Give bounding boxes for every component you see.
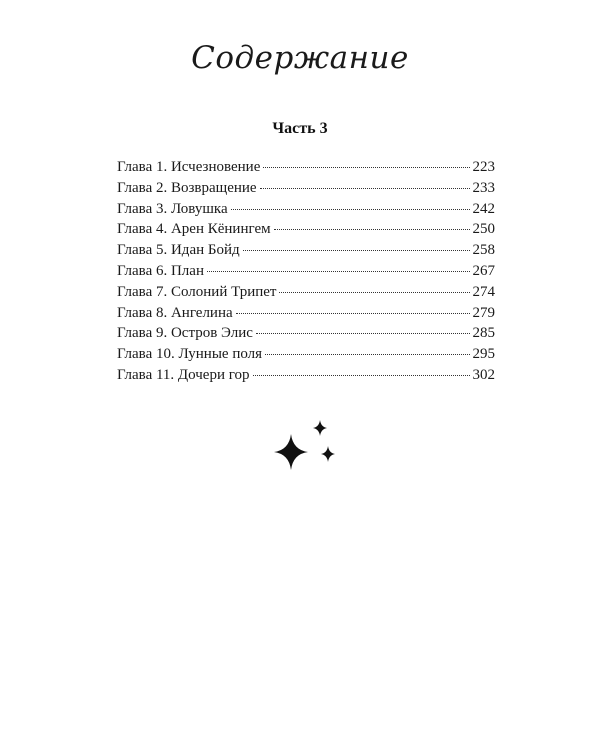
toc-entry[interactable] xyxy=(117,323,495,344)
toc-entry-page: 279 xyxy=(472,304,495,321)
toc-entry-label: Глава 5. Идан Бойд xyxy=(117,242,240,259)
toc-entry-page: 285 xyxy=(472,325,495,342)
toc-entry[interactable] xyxy=(117,178,495,199)
part-heading: Часть 3 xyxy=(272,120,328,137)
toc-entry-page: 295 xyxy=(472,346,495,363)
toc-entry[interactable] xyxy=(117,261,495,282)
toc-entry-page: 302 xyxy=(472,366,495,383)
toc-entry[interactable] xyxy=(117,303,495,324)
toc-entry-label: Глава 11. Дочери гор xyxy=(117,366,250,383)
toc-leader-dots xyxy=(256,333,470,334)
toc-leader-dots xyxy=(243,250,470,251)
small-sparkle-icon xyxy=(313,420,327,436)
toc-leader-dots xyxy=(260,188,470,189)
toc-entry-page: 267 xyxy=(472,262,495,279)
sparkle-stars-icon xyxy=(274,414,344,474)
toc-entry-page: 258 xyxy=(472,242,495,259)
toc-entry-label: Глава 9. Остров Элис xyxy=(117,325,253,342)
toc-entry-label: Глава 3. Ловушка xyxy=(117,200,228,217)
toc-leader-dots xyxy=(263,167,469,168)
toc-entry-label: Глава 8. Ангелина xyxy=(117,304,233,321)
toc-entry-label: Глава 1. Исчезновение xyxy=(117,159,261,175)
small-sparkle-icon xyxy=(321,446,335,462)
toc-entry-page: 274 xyxy=(472,283,495,300)
toc-leader-dots xyxy=(279,292,469,293)
toc-entry-page: 223 xyxy=(472,159,495,175)
page-title: Содержание xyxy=(191,40,409,76)
toc-entry-label: Глава 7. Солоний Трипет xyxy=(117,283,277,300)
toc-leader-dots xyxy=(207,271,470,272)
toc-leader-dots xyxy=(236,313,470,314)
toc-entry[interactable] xyxy=(117,240,495,261)
toc-leader-dots xyxy=(265,354,469,355)
toc-entry[interactable] xyxy=(117,219,495,240)
toc-entry[interactable] xyxy=(117,157,495,178)
toc-entry-label: Глава 6. План xyxy=(117,262,204,279)
toc-leader-dots xyxy=(253,375,470,376)
toc-entry[interactable] xyxy=(117,282,495,303)
toc-entry-page: 233 xyxy=(472,179,495,196)
toc-leader-dots xyxy=(231,209,470,210)
toc-entry-label: Глава 2. Возвращение xyxy=(117,179,257,196)
large-sparkle-icon xyxy=(274,434,308,470)
toc-entry-page: 250 xyxy=(472,221,495,238)
toc-leader-dots xyxy=(274,229,470,230)
toc-entry-label: Глава 10. Лунные поля xyxy=(117,346,263,363)
toc-entry[interactable] xyxy=(117,365,495,386)
toc-entry-page: 242 xyxy=(472,200,495,217)
toc-entry-label: Глава 4. Арен Кёнингем xyxy=(117,221,271,238)
table-of-contents xyxy=(117,157,495,386)
toc-entry[interactable] xyxy=(117,344,495,365)
toc-entry[interactable] xyxy=(117,199,495,220)
